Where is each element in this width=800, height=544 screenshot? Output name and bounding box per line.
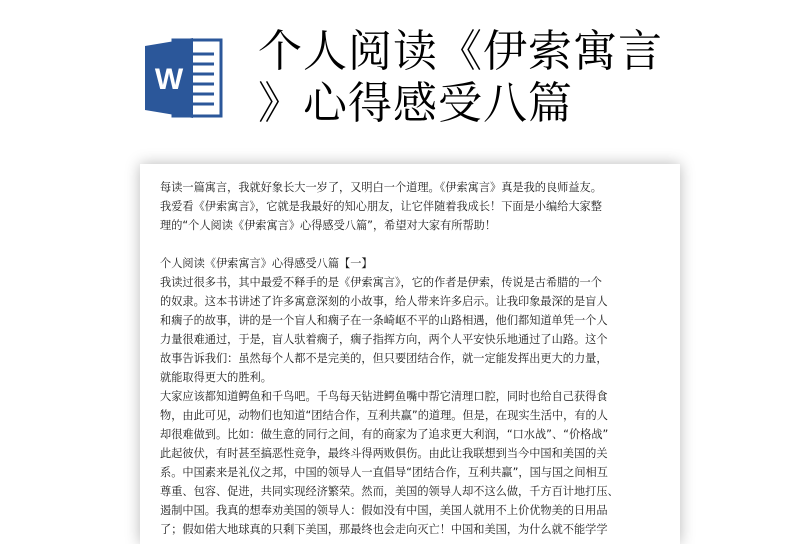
word-icon-letter: W: [154, 63, 184, 96]
body-paragraph-1: 我读过很多书，其中最爱不释手的是《伊索寓言》，它的作者是伊索，传说是古希腊的一个 的奴隶。这本书讲述了许多寓意深刻的小故事，给人带来许多启示。让我印象最深的是盲人 和瘸子的故事，讲的是一个盲人和瘸子在一条崎岖不平的山路相遇，他们都知道单凭一个人 力量很难通过，于是，盲人驮着瘸子，瘸子指挥方向，两个人平安快乐地通过了山路。这个 故事告诉我们：虽然每个人都不是完美的，但只要团结合作，就一定能发挥出更大的力量， 就能取得更大的胜利。: [160, 276, 608, 384]
header-banner: [0, 0, 800, 150]
body-paragraph-2: 大家应该都知道鳄鱼和千鸟吧。千鸟每天钻进鳄鱼嘴中帮它清理口腔，同时也给自己获得食 物，由此可见，动物们也知道“团结合作，互利共赢”的道理。但是，在现实生活中，有的人 却很难做到。比如：做生意的同行之间，有的商家为了追求更大利润，“口水战”、“价格战” 此起彼伏，有时甚至搞恶性竞争，最终斗得两败俱伤。由此让我联想到当今中国和美国的关 系。中国素来是礼仪之邦，中国的领导人一直倡导“团结合作，互利共赢”，国与国之间相互 尊重、包容、促进，共同实现经济繁荣。然而，美国的领导人却不这么做，千方百计地打压、 遏制中国。我真的想奉劝美国的领导人：假如没有中国，美国人就用不上价优物美的日用品 了；假如偌大地球真的只剩下美国，那最终也会走向灭亡！中国和美国，为什么就不能学学: [160, 390, 619, 536]
paragraph-gap: [160, 235, 665, 254]
page-title-line-2: 》心得感受八篇: [258, 78, 573, 129]
section-heading: 个人阅读《伊索寓言》心得感受八篇【一】: [160, 257, 373, 270]
document-page: [140, 164, 680, 544]
word-document-icon: [143, 36, 225, 120]
document-body: [160, 178, 665, 539]
page-title-line-1: 个人阅读《伊索寓言: [258, 26, 663, 77]
intro-paragraph: 每读一篇寓言，我就好象长大一岁了，又明白一个道理。《伊索寓言》真是我的良师益友。 我爱看《伊索寓言》，它就是我最好的知心朋友，让它伴随着我成长！下面是小编给大家整 理的“个人阅读《伊索寓言》心得感受八篇”，希望对大家有所帮助！: [160, 181, 602, 232]
page-title: [258, 26, 688, 130]
